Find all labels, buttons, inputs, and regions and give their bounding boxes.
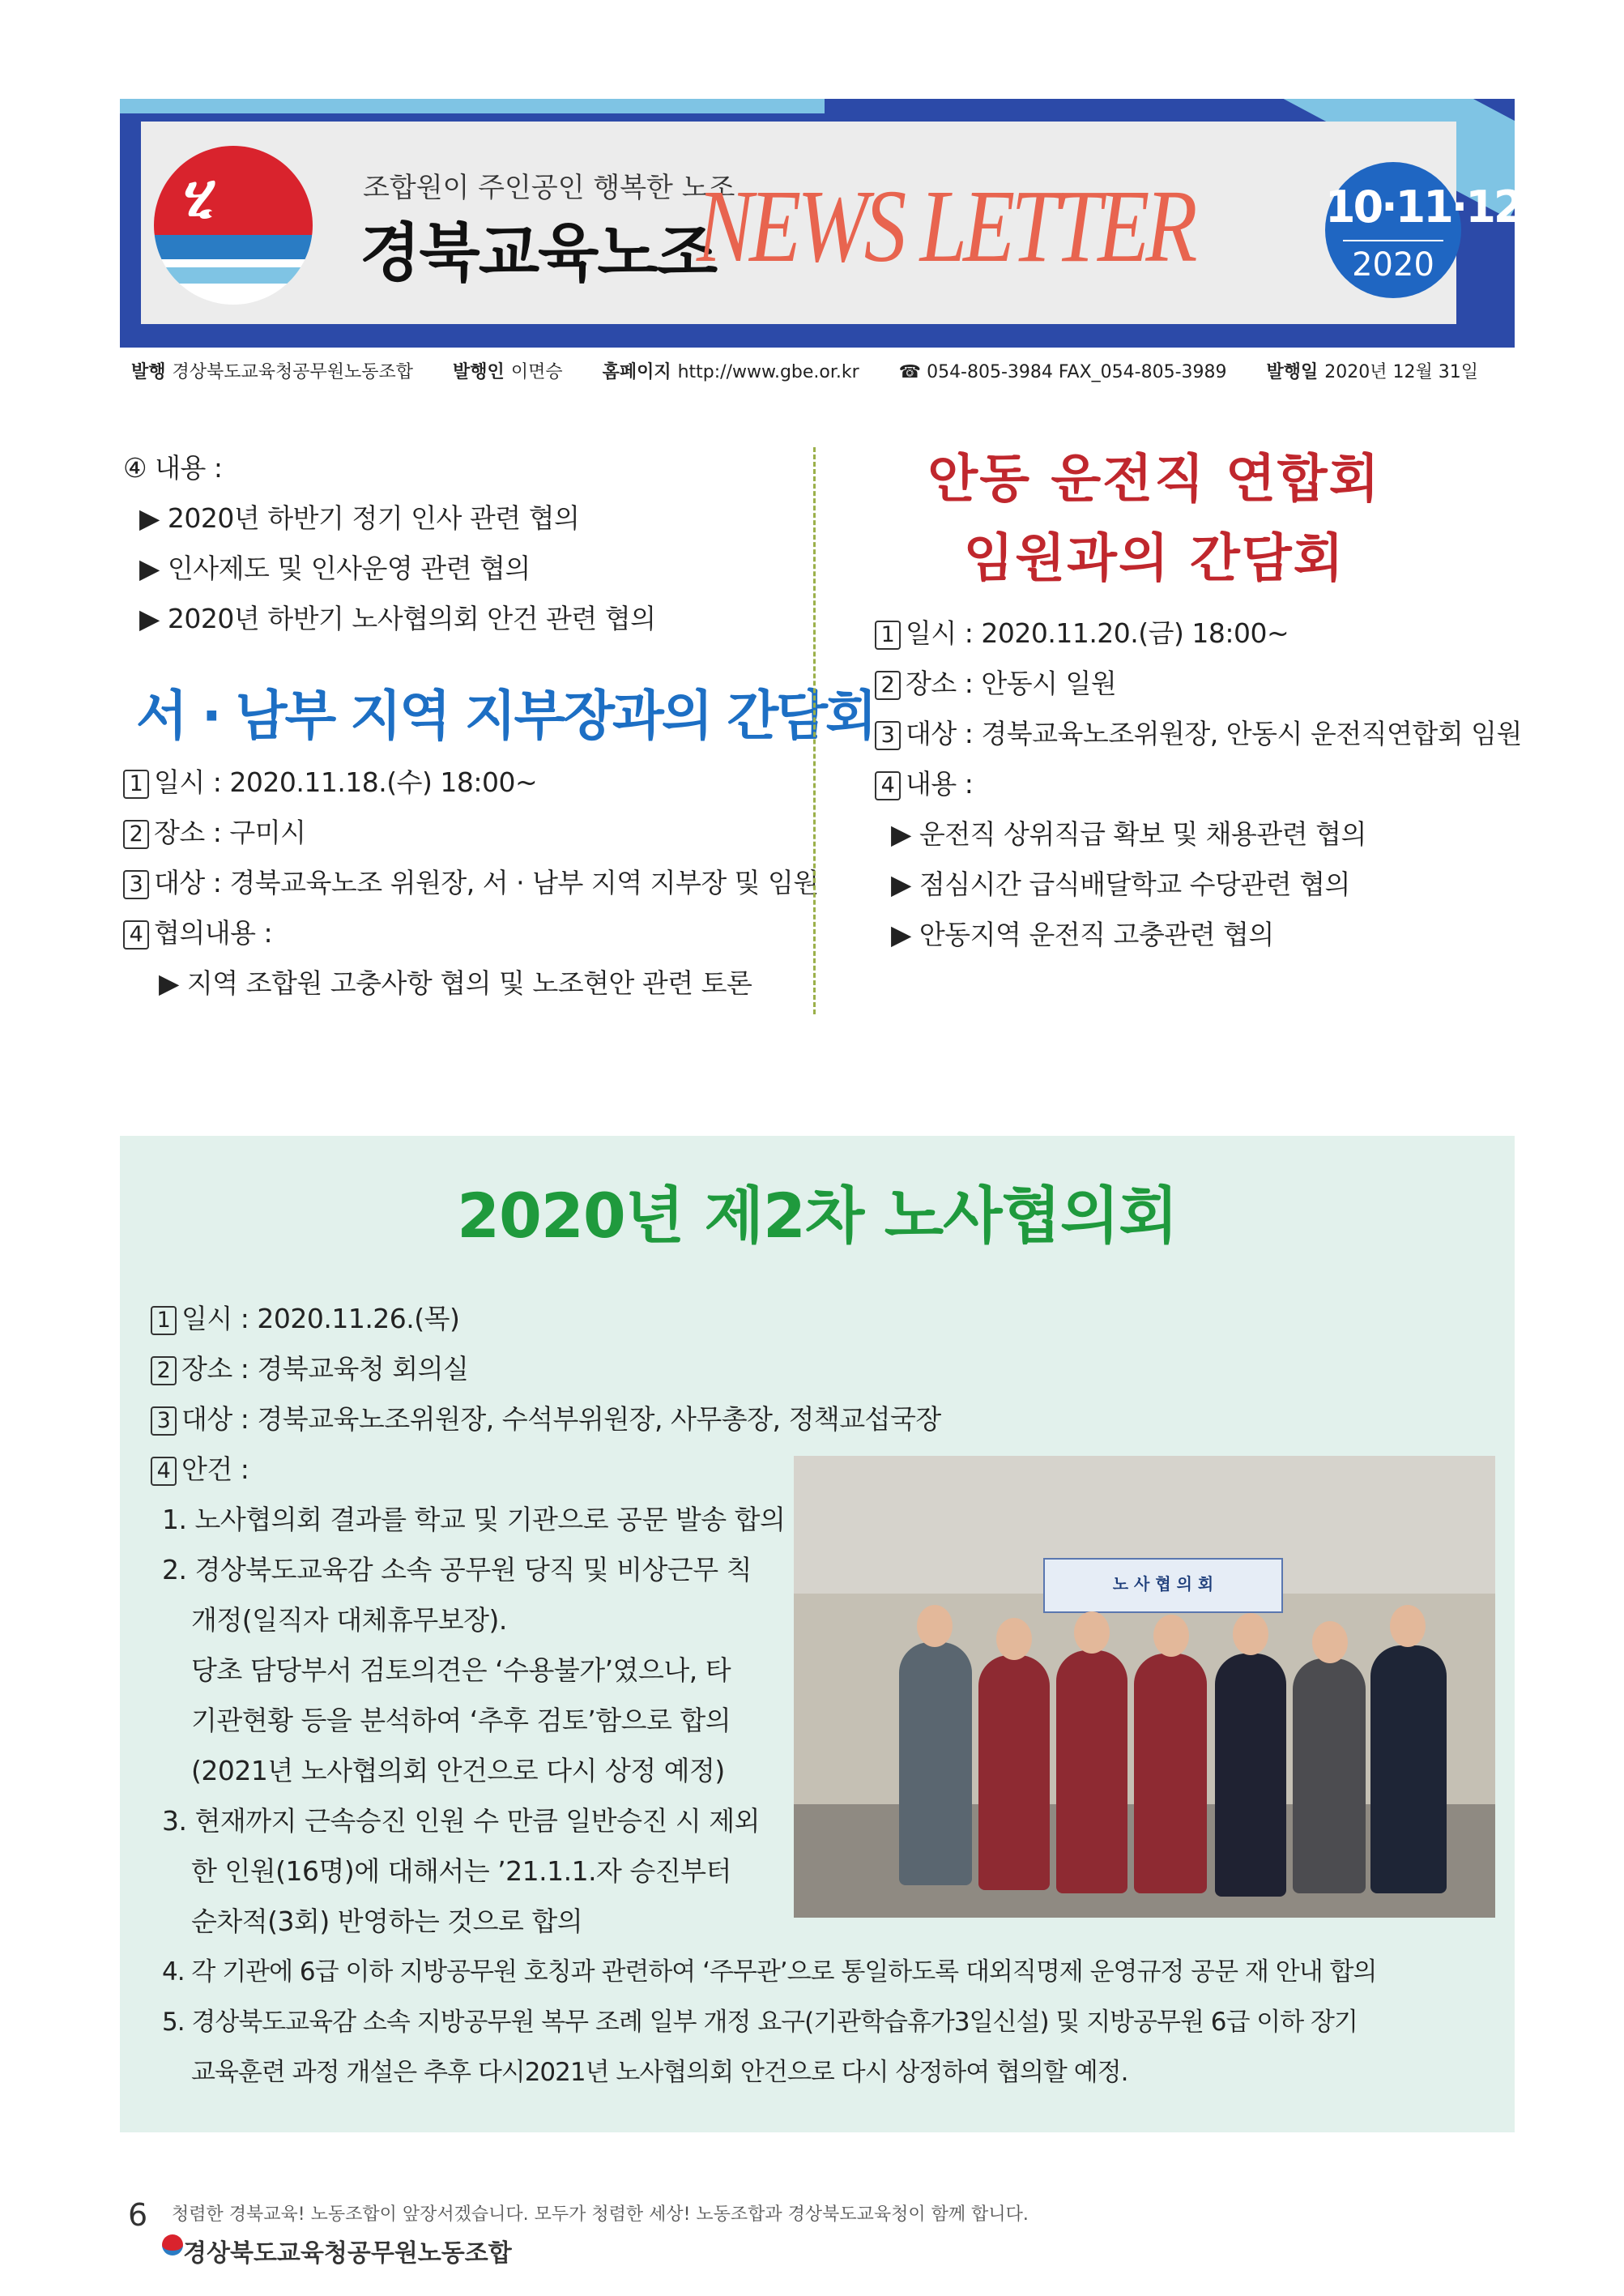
meeting-date: 1 일시 : 2020.11.18.(수) 18:00~ [123, 762, 537, 800]
publisher-label: 발행 [131, 362, 166, 382]
agenda-line: 기관현황 등을 분석하여 ‘추후 검토’함으로 합의 [191, 1705, 731, 1736]
council-title: 2020년 제2차 노사협의회 [457, 1180, 1178, 1252]
issue-months: 10·11·12 [1325, 181, 1522, 233]
list-item: ▶ 점심시간 급식배달학교 수당관련 협의 [891, 868, 1350, 900]
agenda-line: 3. 현재까지 근속승진 인원 수 만큼 일반승진 시 제외 [162, 1805, 760, 1837]
person [1370, 1645, 1447, 1893]
tagline: 조합원이 주인공인 행복한 노조 [363, 172, 735, 204]
meeting-place: 2 장소 : 구미시 [123, 812, 306, 850]
agenda-line: 당초 담당부서 검토의견은 ‘수용불가’였으나, 타 [191, 1654, 731, 1686]
agenda-line: 순차적(3회) 반영하는 것으로 합의 [191, 1906, 583, 1937]
phone-fax: ☎ 054-805-3984 FAX_054-805-3989 [898, 362, 1227, 382]
content-label: ④ 내용 : [123, 452, 223, 484]
info-bar [131, 358, 1478, 383]
andong-content-label: 4 내용 : [875, 763, 973, 801]
council-group-photo [794, 1456, 1495, 1918]
list-item: ▶ 운전직 상위직급 확보 및 채용관련 협의 [891, 818, 1366, 850]
list-item: ▶ 2020년 하반기 노사협의회 안건 관련 협의 [139, 603, 656, 634]
footer-org: 경상북도교육청공무원노동조합 [183, 2239, 512, 2268]
person [1056, 1650, 1127, 1893]
meeting-target: 3 대상 : 경북교육노조 위원장, 서 · 남부 지역 지부장 및 임원 [123, 862, 819, 900]
publisher: 경상북도교육청공무원노동조합 [172, 362, 414, 382]
union-name: 경북교육노조 [360, 217, 717, 290]
andong-title-line1: 안동 운전직 연합회 [927, 450, 1381, 510]
list-item: ▶ 2020년 하반기 정기 인사 관련 협의 [139, 502, 580, 534]
page-number: 6 [128, 2197, 148, 2233]
newsletter-title: NEWS LETTER [697, 169, 1194, 284]
meeting-title: 서 · 남부 지역 지부장과의 간담회 [136, 685, 875, 747]
banner-stripe [120, 99, 825, 113]
council-place: 2 장소 : 경북교육청 회의실 [151, 1348, 468, 1386]
issue-year: 2020 [1352, 246, 1434, 284]
union-logo-icon: ሂ [154, 146, 313, 305]
agenda-line: 2. 경상북도교육감 소속 공무원 당직 및 비상근무 칙 [162, 1554, 752, 1585]
union-logo-small-icon [162, 2234, 183, 2255]
andong-title-line2: 임원과의 간담회 [963, 529, 1345, 589]
issuer-label: 발행인 [453, 362, 505, 382]
list-item: ▶ 인사제도 및 인사운영 관련 협의 [139, 553, 531, 584]
person [899, 1642, 972, 1885]
column-divider [813, 447, 816, 1014]
issue-badge [1325, 162, 1522, 298]
agenda-line: 4. 각 기관에 6급 이하 지방공무원 호칭과 관련하여 ‘주무관’으로 통일하도록 대외직명제 운영규정 공문 재 안내 합의 [162, 1957, 1377, 1987]
homepage-label: 홈페이지 [602, 362, 671, 382]
person [1134, 1654, 1207, 1893]
andong-date: 1 일시 : 2020.11.20.(금) 18:00~ [875, 612, 1289, 651]
andong-target: 3 대상 : 경북교육노조위원장, 안동시 운전직연합회 임원 [875, 713, 1522, 751]
andong-place: 2 장소 : 안동시 일원 [875, 663, 1116, 701]
agenda-line: 5. 경상북도교육감 소속 지방공무원 복무 조례 일부 개정 요구(기관학습휴가3일신설) 및 지방공무원 6급 이하 장기 [162, 2008, 1358, 2037]
person [978, 1655, 1050, 1890]
list-item: ▶ 지역 조합원 고충사항 협의 및 노조현안 관련 토론 [159, 967, 752, 999]
council-target: 3 대상 : 경북교육노조위원장, 수석부위원장, 사무총장, 정책교섭국장 [151, 1398, 941, 1436]
issuer: 이면승 [510, 362, 563, 382]
agenda-line: (2021년 노사협의회 안건으로 다시 상정 예정) [191, 1755, 725, 1786]
person [1215, 1654, 1286, 1897]
meeting-content-label: 4 협의내용 : [123, 912, 272, 950]
date-label: 발행일 [1266, 362, 1319, 382]
list-item: ▶ 안동지역 운전직 고충관련 협의 [891, 919, 1274, 950]
agenda-line: 교육훈련 과정 개설은 추후 다시2021년 노사협의회 안건으로 다시 상정하여 협의할 예정. [191, 2058, 1128, 2087]
photo-banner: 노 사 협 의 회 [1043, 1558, 1283, 1613]
council-date: 1 일시 : 2020.11.26.(목) [151, 1298, 459, 1336]
homepage-link[interactable]: http://www.gbe.or.kr [677, 362, 859, 382]
publish-date: 2020년 12월 31일 [1324, 362, 1479, 382]
person [1293, 1658, 1366, 1893]
agenda-line: 1. 노사협의회 결과를 학교 및 기관으로 공문 발송 합의 [162, 1504, 786, 1535]
agenda-line: 한 인원(16명)에 대해서는 ’21.1.1.자 승진부터 [191, 1855, 731, 1887]
agenda-line: 개정(일직자 대체휴무보장). [191, 1604, 507, 1636]
footer-slogan: 청렴한 경북교육! 노동조합이 앞장서겠습니다. 모두가 청렴한 세상! 노동조합과 경상북도교육청이 함께 합니다. [172, 2204, 1029, 2225]
council-agenda-label: 4 안건 : [151, 1449, 249, 1487]
